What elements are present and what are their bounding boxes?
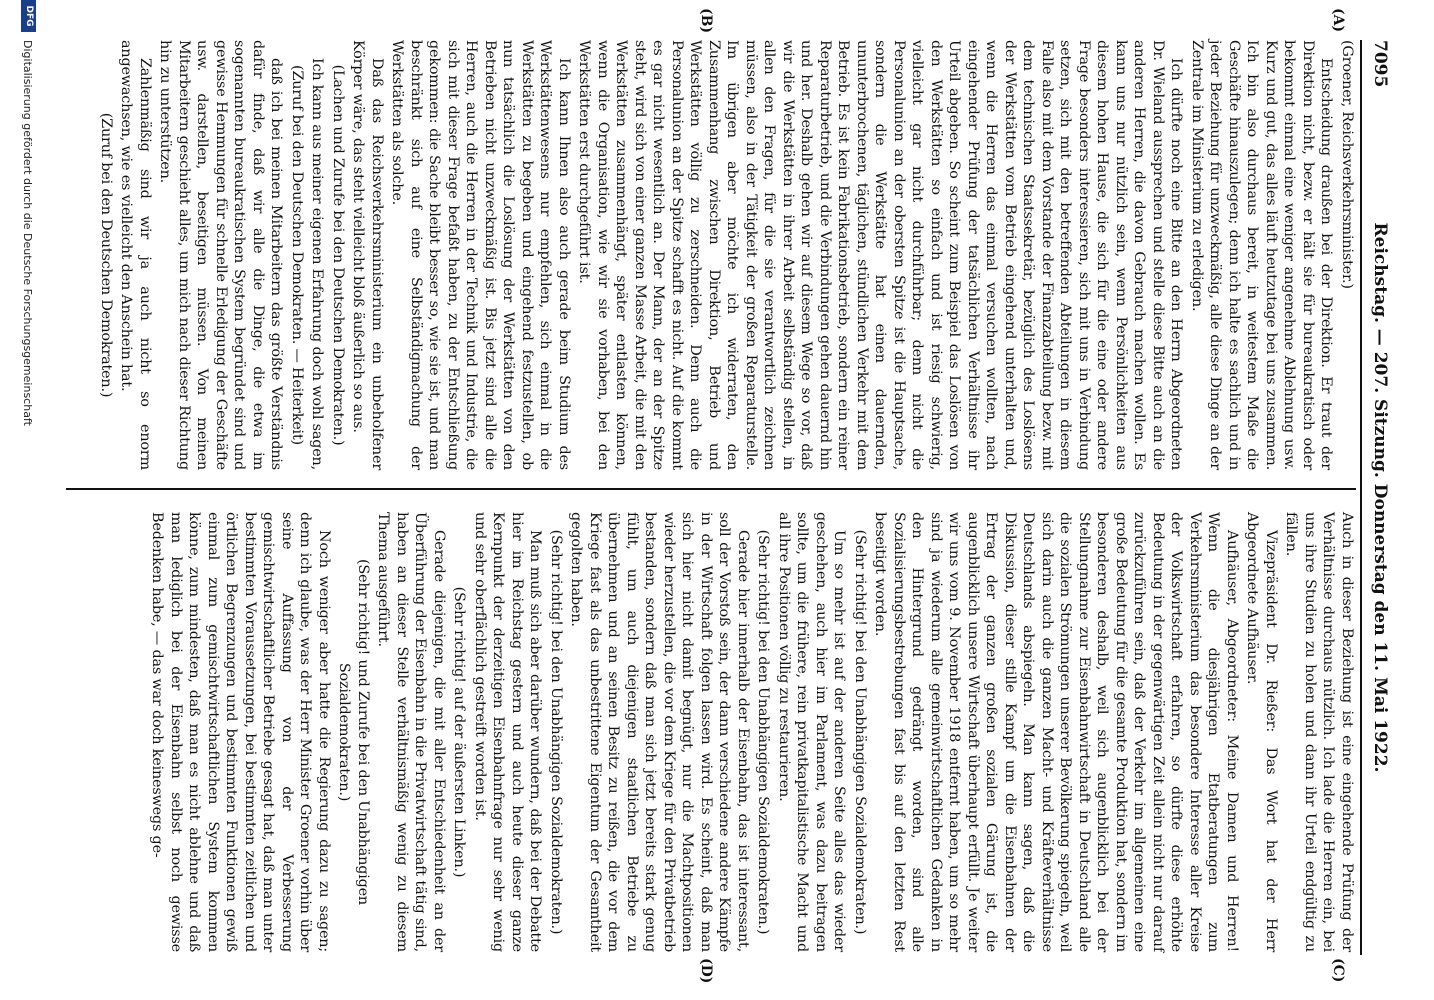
margin-marker-b: (B) bbox=[698, 8, 714, 34]
paragraph: Auch in dieser Beziehung ist eine eingehende Prüfung der Verhältnisse durchaus nützlich. Ich lade die Herren ein, bei uns ihre Studien zu holen und dann ihr Urteil endgültig zu fällen. bbox=[1283, 512, 1355, 952]
interjection: (Sehr richtig! bei den Unabhängigen Sozialdemokraten.) bbox=[852, 529, 868, 935]
interjection: (Sehr richtig! und Zurufe bei den Unabhängigen Sozialdemokraten.) bbox=[336, 558, 371, 906]
dfg-logo: DFG bbox=[21, 0, 36, 32]
page-header bbox=[1360, 40, 1390, 955]
interjection: (Sehr richtig! auf der äußersten Linken.) bbox=[451, 586, 468, 878]
page-number: 7095 bbox=[1370, 40, 1390, 88]
paragraph: Zahlenmäßig sind wir ja auch nicht so enorm angewachsen, wie es vielleicht den Anschein hat. bbox=[118, 40, 153, 470]
paragraph: Um so mehr ist auf der anderen Seite alles das wieder geschehen, auch hier im Parlament, was dazu beitragen sollte, um die frühere, rein privatkapitalistische Macht und all ihre Positionen völlig zu restaurieren. bbox=[776, 512, 848, 952]
interjection: (Zuruf bei den Deutschen Demokraten.) bbox=[98, 112, 114, 398]
paragraph: Gerade diejenigen, die mit aller Entschiedenheit an der Überführung der Eisenbahn in die Privatwirtschaft tätig sind, haben an dieser Stelle verhältnismäßig wenig zu diesem Thema ausgeführt. bbox=[375, 512, 447, 952]
margin-marker-c: (C) bbox=[1330, 958, 1346, 983]
paragraph: daß ich bei meinen Mitarbeitern das größte Verständnis dafür finde, daß wir alle die Dinge, die etwa im sogenannten bureaukratischen System begründet sind und gewisse Hemmungen für schnelle Erledigung der Geschäfte usw. darstellen, beseitigen müssen. Von meinen Mitarbeitern geschieht alles, um mich nach dieser Richtung hin zu unterstützen. bbox=[157, 40, 285, 470]
paragraph: Daß das Reichsverkehrsministerium ein unbeholfener Körper wäre, das steht vielleicht bloß äußerlich so aus. bbox=[350, 40, 385, 470]
paragraph: Entscheidung draußen bei der Direktion. Er traut der Direktion nicht, bezw. er hält sie für bureaukratisch oder bekommt einmal eine weniger angenehme Ablehnung usw. Kurz und gut, das alles läuft heutzutage bei uns zusammen. Ich bin also durchaus bereit, in weitestem Maße die Geschäfte hinauszulegen; denn ich halte es sachlich und in jeder Beziehung für unzweckmäßig, alle diese Dinge an der Zentrale im Ministerium zu erledigen. bbox=[1189, 40, 1335, 470]
column-divider bbox=[66, 488, 1356, 490]
credit-text: Digitalisierung gefördert durch die Deutsche Forschungsgemeinschaft bbox=[21, 40, 34, 426]
interjection: (Zuruf bei den Deutschen Demokraten. — Heiterkeit) bbox=[289, 65, 305, 445]
left-column bbox=[66, 40, 1356, 470]
page-title: Reichstag. — 207. Sitzung. Donnerstag den 11. Mai 1922. bbox=[1370, 222, 1390, 773]
paragraph: Ich kann aus meiner eigenen Erfahrung doch wohl sagen, bbox=[309, 58, 326, 470]
interjection: (Sehr richtig! bei den Unabhängigen Sozialdemokraten.) bbox=[755, 529, 772, 935]
right-column bbox=[66, 512, 1356, 952]
paragraph: Vizepräsident Dr. Rießer: Das Wort hat der Herr Abgeordnete Aufhäuser. bbox=[1244, 512, 1279, 952]
paragraph: Aufhäuser, Abgeordneter: Meine Damen und Herren! Wenn die diesjährigen Etatberatungen zum Verkehrsministerium das besondere Interesse aller Kreise der Volkswirtschaft erfahren, so dürfte diese erhöhte Bedeutung in der gegenwärtigen Zeit allein nicht nur darauf zurückzuführen sein, daß der Verkehr im allgemeinen eine große Bedeutung für die gesamte Produktion hat, sondern im besonderen deshalb, weil sich augenblicklich bei der Stellungnahme zur Eisenbahnwirtschaft in Deutschland alle die sozialen Strömungen unserer Bevölkerung spiegeln, weil sich darin auch die ganzen Macht- und Kräfteverhältnisse Deutschlands abspiegeln. Man kann sagen, daß die Diskussion, dieser stille Kampf um die Eisenbahnen der Ertrag der ganzen großen sozialen Gärung ist, die augenblicklich unsere Wirtschaft überhaupt erfüllt. Je weiter wir uns vom 9. November 1918 entfernt haben, um so mehr sind ja wiederum alle gemeinwirtschaftlichen Gedanken in den Hintergrund gedrängt worden, sind alle Sozialisierungsbestrebungen fast bis auf den letzten Rest beseitigt worden. bbox=[872, 512, 1240, 952]
paragraph: Ich dürfte noch eine Bitte an den Herrn Abgeordneten Dr. Wieland aussprechen und stelle diese Bitte auch an die anderen Herren, die davon Gebrauch machen wollen. Es kann uns nur nützlich sein, wenn Persönlichkeiten aus diesem hohen Hause, die sich für die eine oder andere Frage besonders interessieren, sich mit uns in Verbindung setzen, sich mit den betreffenden Abteilungen in diesem Falle also mit dem Vorstande der Finanzabteilung bezw. mit dem technischen Staatssekretär, bezüglich des Loslösens der Werkstätten vom Betrieb eingehend unterhalten und, wenn die Herren das einmal versuchen wollten, nach eingehender Prüfung der tatsächlichen Verhältnisse ihr Urteil abgeben. So scheint zum Beispiel das Loslösen von den Werkstätten so einfach und ist riesig schwierig, vielleicht gar nicht durchführbar; denn nicht die Personalunion an der obersten Spitze ist die Hauptsache, sondern die Werkstätte hat einen dauernden, ununterbrochenen, täglichen, stündlichen Verkehr mit dem Betrieb. Es ist kein Fabrikationsbetrieb, sondern ein reiner Reparaturbetrieb, und die Verbindungen gehen dauernd hin und her. Deshalb gehen wir auf diesem Wege so vor, daß wir die Werkstätten in ihrer Arbeit selbständig stellen, in allen den Fragen, für die sie verantwortlich zeichnen müssen, also in der Tätigkeit der großen Reparaturstelle. Im übrigen aber möchte ich widerraten, den Zusammenhang zwischen Direktion, Betrieb und Werkstätten völlig zu zerschneiden. Denn auch die Personalunion an der Spitze schafft es nicht. Auf die kommt es gar nicht wesentlich an. Der Mann, der an der Spitze steht, wird sich von einer ganzen Masse Arbeit, die mit den Werkstätten zusammenhängt, später entlasten können, wenn die Organisation, wie wir sie vorhaben, bei den Werkstätten erst durchgeführt ist. bbox=[576, 40, 1185, 470]
paragraph: (Groener, Reichsverkehrsminister.) bbox=[1339, 40, 1355, 289]
paragraph: Noch weniger aber hatte die Regierung dazu zu sagen; denn ich glaube, was der Herr Minister Groener vorhin über seine Auffassung von der Verbesserung gemischtwirtschaftlicher Betriebe gesagt hat, daß man unter bestimmten Voraussetzungen, bei bestimmten zeitlichen und örtlichen Begrenzungen und bestimmten Funktionen gewiß einmal zum gemischtwirtschaftlichen System kommen könne, zum mindesten, daß man es nicht ablehne und daß man lediglich bei der Eisenbahn selbst noch gewisse Bedenken habe, — das war doch keineswegs ge- bbox=[149, 512, 332, 952]
paragraph: Ich kann Ihnen also auch gerade beim Studium des Werkstättenwesens nur empfehlen, sich einmal in die Werkstätten zu begeben und eingehend festzustellen, ob nun tatsächlich die Loslösung der Werkstätten von den Betrieben nicht unzweckmäßig ist. Bis jetzt sind alle die Herren, auch die Herren in der Technik und Industrie, die sich mit dieser Frage befaßt haben, zu der Entschließung gekommen: die Sache bleibt besser so, wie sie ist, und man beschränkt sich auf eine Selbständigmachung der Werkstätten als solche. bbox=[389, 40, 572, 470]
paragraph: Gerade hier innerhalb der Eisenbahn, das ist interessant, soll der Vorstoß sein, der dann verschiedene andere Kämpfe in der Wirtschaft folgen lassen wird. Es scheint, daß man sich hier nicht damit begnügt, nur die Machtpositionen wieder herzustellen, die vor dem Kriege für den Privatbetrieb bestanden, sondern daß man sich jetzt bereits stark genug fühlt, um auch diejenigen staatlichen Betriebe zu übernehmen und an seinen Besitz zu reißen, die vor dem Kriege fast als das unbestrittene Eigentum der Gesamtheit gegolten haben. bbox=[568, 512, 751, 952]
margin-marker-d: (D) bbox=[698, 958, 714, 984]
digitization-credit bbox=[16, 0, 38, 1000]
interjection: (Lachen und Zurufe bei den Deutschen Demokraten.) bbox=[330, 64, 346, 446]
paragraph: Man muß sich aber darüber wundern, daß bei der Debatte hier im Reichstag gestern und auch heute dieser ganze Kernpunkt der derzeitigen Eisenbahnfrage nur sehr wenig und sehr oberflächlich gestreift worden ist. bbox=[472, 512, 544, 952]
margin-marker-a: (A) bbox=[1330, 8, 1346, 33]
interjection: (Sehr richtig! bei den Unabhängigen Sozialdemokraten.) bbox=[548, 529, 564, 935]
